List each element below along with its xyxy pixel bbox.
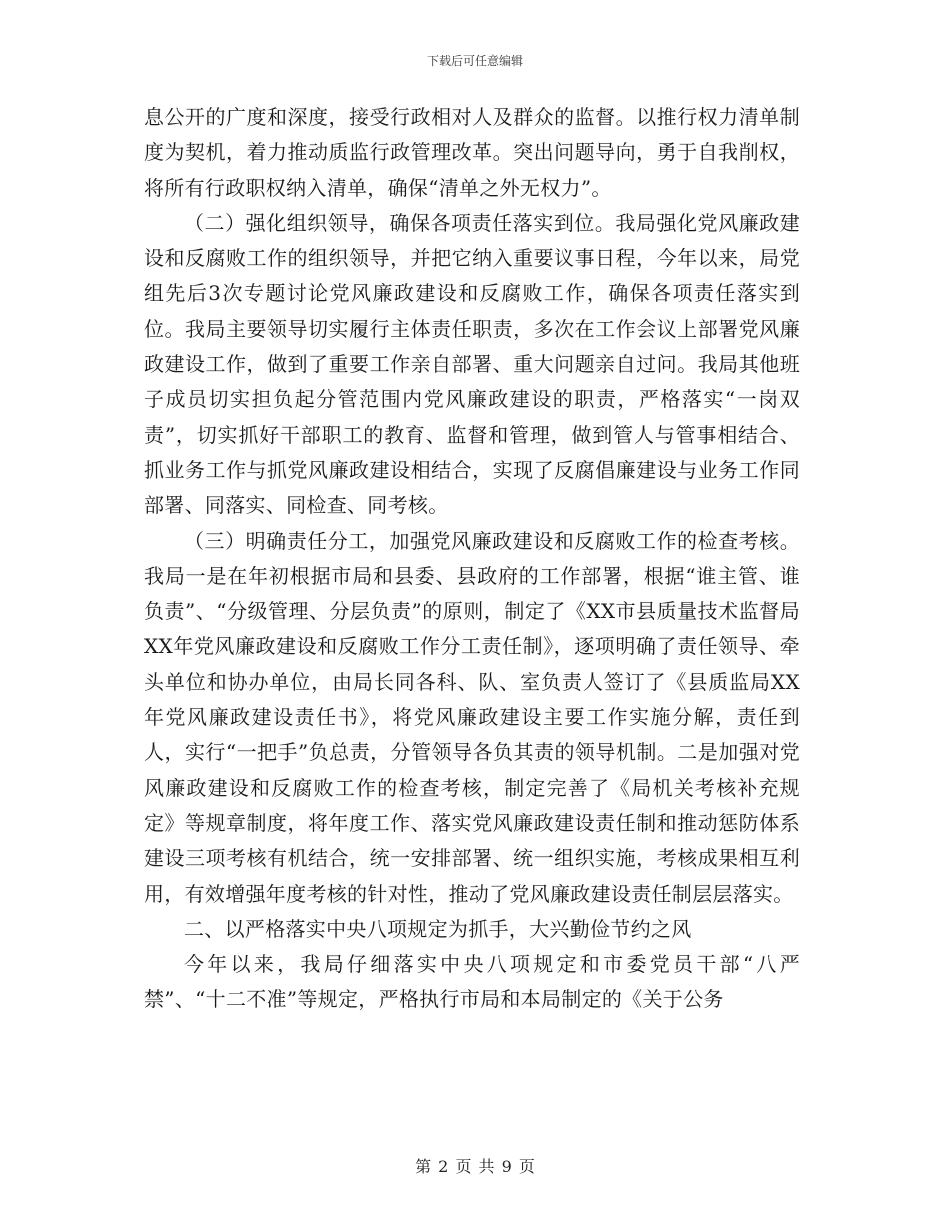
paragraph-4: 今年以来，我局仔细落实中央八项规定和市委党员干部“八严禁”、“十二不准”等规定，严格执行市局和本局制定的《关于公务 [144, 952, 800, 1012]
page-number: 第 2 页 共 9 页 [415, 1157, 535, 1176]
section-heading: 二、以严格落实中央八项规定为抓手，大兴勤俭节约之风 [184, 916, 692, 941]
paragraph-3: （三）明确责任分工，加强党风廉政建设和反腐败工作的检查考核。我局一是在年初根据市局和县委、县政府的工作部署，根据“谁主管、谁负责”、“分级管理、分层负责”的原则，制定了《XX市县质量技术监督局XX年党风廉政建设和反腐败工作分工责任制》，逐项明确了责任领导、牵头单位和协办单位，由局长同各科、队、室负责人签订了《县质监局XX年党风廉政建设责任书》，将党风廉政建设主要工作实施分解，责任到人，实行“一把手”负总责，分管领导各负其责的领导机制。二是加强对党风廉政建设和反腐败工作的检查考核，制定完善了《局机关考核补充规定》等规章制度，将年度工作、落实党风廉政建设责任制和推动惩防体系建设三项考核有机结合，统一安排部署、统一组织实施，考核成果相互利用，有效增强年度考核的针对性，推动了党风廉政建设责任制层层落实。 [144, 528, 800, 906]
page-header: 下载后可任意编辑 [426, 54, 523, 68]
document-body [144, 100, 800, 1018]
paragraph-2: （二）强化组织领导，确保各项责任落实到位。我局强化党风廉政建设和反腐败工作的组织领导，并把它纳入重要议事日程，今年以来，局党组先后3次专题讨论党风廉政建设和反腐败工作，确保各项责任落实到位。我局主要领导切实履行主体责任职责，多次在工作会议上部署党风廉政建设工作，做到了重要工作亲自部署、重大问题亲自过问。我局其他班子成员切实担负起分管范围内党风廉政建设的职责，严格落实“一岗双责”，切实抓好干部职工的教育、监督和管理，做到管人与管事相结合、抓业务工作与抓党风廉政建设相结合，实现了反腐倡廉建设与业务工作同部署、同落实、同检查、同考核。 [144, 210, 800, 518]
paragraph-1: 息公开的广度和深度，接受行政相对人及群众的监督。以推行权力清单制度为契机，着力推动质监行政管理改革。突出问题导向，勇于自我削权，将所有行政职权纳入清单，确保“清单之外无权力”。 [144, 105, 800, 200]
